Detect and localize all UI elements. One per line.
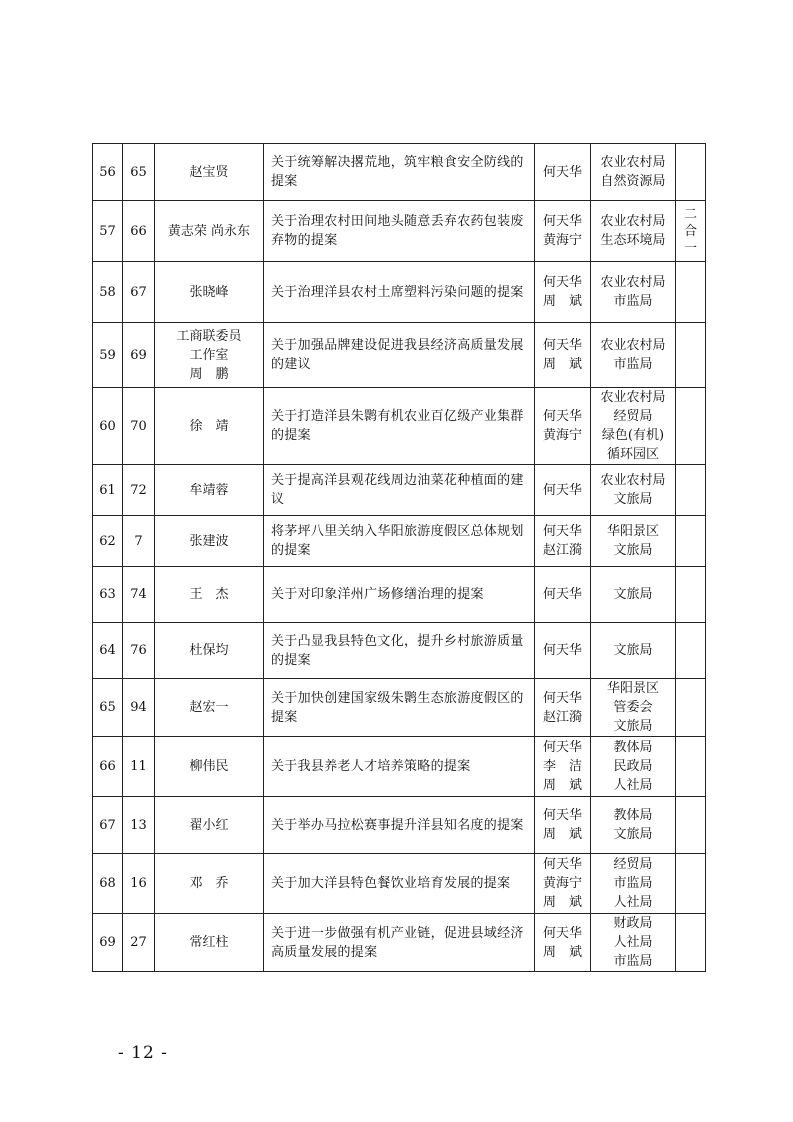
cell-remark [676, 914, 706, 972]
cell-leader-line: 黄海宁 [542, 428, 582, 443]
cell-units [591, 797, 676, 854]
cell-proposer-line: 工作室 [189, 347, 229, 363]
cell-seq: 65 [93, 679, 123, 737]
cell-remark [676, 679, 706, 737]
cell-units-line: 文旅局 [613, 719, 653, 734]
cell-seq: 57 [93, 201, 123, 262]
cell-units [591, 388, 676, 465]
cell-units-line: 农业农村局 [600, 214, 666, 229]
cell-remark [676, 262, 706, 323]
cell-num: 72 [123, 465, 155, 516]
cell-title: 关于举办马拉松赛事提升洋县知名度的提案 [264, 797, 535, 854]
cell-units-line: 教体局 [613, 808, 653, 823]
cell-proposer-line: 柳伟民 [189, 759, 229, 774]
cell-num: 94 [123, 679, 155, 737]
cell-title: 关于治理洋县农村土席塑料污染问题的提案 [264, 262, 535, 323]
cell-leader-line: 周 斌 [542, 827, 582, 842]
table-row [93, 465, 706, 516]
cell-proposer-line: 张建波 [189, 533, 229, 549]
cell-leader-line: 李 洁 [542, 759, 582, 774]
cell-leader [535, 679, 591, 737]
cell-remark [676, 623, 706, 679]
cell-num: 11 [123, 737, 155, 797]
cell-leader-line: 黄海宁 [542, 876, 582, 891]
cell-leader-line: 何天华 [542, 482, 582, 498]
cell-units [591, 465, 676, 516]
cell-seq: 67 [93, 797, 123, 854]
cell-leader-line: 何天华 [542, 409, 582, 424]
cell-seq: 68 [93, 854, 123, 914]
cell-units-line: 人社局 [613, 778, 653, 793]
cell-units-line: 经贸局 [613, 409, 653, 424]
proposal-table [92, 143, 706, 972]
cell-proposer [155, 516, 264, 567]
cell-proposer [155, 797, 264, 854]
cell-proposer-line: 牟靖蓉 [189, 482, 229, 498]
cell-proposer-line: 张晓峰 [189, 284, 229, 300]
cell-units-line: 财政局 [613, 916, 653, 931]
cell-seq: 56 [93, 144, 123, 201]
cell-proposer [155, 914, 264, 972]
cell-leader-line: 黄海宁 [542, 233, 582, 248]
cell-proposer [155, 679, 264, 737]
cell-units-line: 管委会 [613, 700, 653, 715]
cell-seq: 58 [93, 262, 123, 323]
cell-title: 关于加快创建国家级朱鹮生态旅游度假区的提案 [264, 679, 535, 737]
cell-leader-line: 周 斌 [542, 778, 582, 793]
cell-units-line: 文旅局 [613, 827, 653, 842]
cell-units-line: 农业农村局 [600, 473, 666, 488]
cell-units-line: 农业农村局 [600, 338, 666, 353]
cell-num: 7 [123, 516, 155, 567]
cell-remark [676, 854, 706, 914]
cell-leader-line: 何天华 [542, 214, 582, 229]
cell-title: 关于进一步做强有机产业链，促进县域经济高质量发展的提案 [264, 914, 535, 972]
cell-leader [535, 144, 591, 201]
cell-units-line: 市监局 [613, 876, 653, 891]
cell-proposer-line: 周 鹏 [189, 366, 229, 382]
table-row [93, 144, 706, 201]
table-row [93, 623, 706, 679]
cell-remark [676, 323, 706, 388]
cell-seq: 60 [93, 388, 123, 465]
table-row [93, 262, 706, 323]
cell-num: 66 [123, 201, 155, 262]
cell-proposer [155, 144, 264, 201]
cell-remark [676, 465, 706, 516]
table-row [93, 201, 706, 262]
cell-units-line: 民政局 [613, 759, 653, 774]
cell-proposer-line: 邓 乔 [189, 876, 229, 891]
cell-leader [535, 323, 591, 388]
cell-seq: 69 [93, 914, 123, 972]
cell-proposer-line: 常红柱 [189, 935, 229, 950]
cell-remark [676, 388, 706, 465]
cell-units-line: 人社局 [613, 935, 653, 950]
cell-proposer-line: 赵宏一 [189, 700, 229, 715]
cell-title: 将茅坪八里关纳入华阳旅游度假区总体规划的提案 [264, 516, 535, 567]
cell-proposer-line: 黄志荣 尚永东 [167, 223, 251, 239]
cell-leader [535, 201, 591, 262]
cell-units-line: 华阳景区 [606, 524, 659, 539]
cell-title: 关于加强品牌建设促进我县经济高质量发展的建议 [264, 323, 535, 388]
cell-num: 13 [123, 797, 155, 854]
page-number: - 12 - [118, 1043, 168, 1063]
cell-leader [535, 797, 591, 854]
cell-proposer-line: 王 杰 [189, 587, 229, 602]
cell-units [591, 737, 676, 797]
cell-proposer [155, 854, 264, 914]
cell-units-line: 文旅局 [613, 587, 653, 602]
cell-leader-line: 周 斌 [542, 944, 582, 960]
cell-leader-line: 何天华 [542, 690, 582, 706]
cell-proposer-line: 翟小红 [189, 817, 229, 833]
cell-leader-line: 何天华 [542, 740, 582, 755]
cell-units-line: 市监局 [613, 954, 653, 969]
cell-remark [676, 201, 706, 262]
cell-units-line: 农业农村局 [600, 155, 666, 170]
cell-proposer-line: 赵宝贤 [189, 164, 229, 180]
cell-leader-line: 周 斌 [542, 357, 582, 372]
cell-leader-line: 何天华 [542, 524, 582, 539]
cell-num: 65 [123, 144, 155, 201]
table-row [93, 854, 706, 914]
cell-leader [535, 567, 591, 623]
cell-proposer [155, 465, 264, 516]
cell-seq: 63 [93, 567, 123, 623]
table-row [93, 567, 706, 623]
cell-leader-line: 何天华 [542, 643, 582, 658]
cell-leader-line: 赵江漪 [542, 543, 582, 558]
cell-leader-line: 赵江漪 [542, 709, 582, 725]
cell-units-line: 循环园区 [606, 447, 659, 462]
cell-leader [535, 623, 591, 679]
cell-remark [676, 737, 706, 797]
cell-leader-line: 周 斌 [542, 294, 582, 309]
cell-num: 74 [123, 567, 155, 623]
cell-proposer [155, 567, 264, 623]
cell-units-line: 生态环境局 [600, 233, 666, 248]
cell-num: 27 [123, 914, 155, 972]
cell-remark [676, 797, 706, 854]
table-row [93, 737, 706, 797]
cell-proposer [155, 623, 264, 679]
cell-units-line: 人社局 [613, 895, 653, 910]
cell-num: 16 [123, 854, 155, 914]
cell-proposer [155, 262, 264, 323]
remark-text: 二合一 [683, 206, 697, 256]
cell-title: 关于加大洋县特色餐饮业培育发展的提案 [264, 854, 535, 914]
cell-remark [676, 516, 706, 567]
cell-proposer [155, 323, 264, 388]
cell-leader [535, 914, 591, 972]
cell-units-line: 文旅局 [613, 543, 653, 558]
cell-units-line: 文旅局 [613, 643, 653, 658]
cell-title: 关于提高洋县观花线周边油菜花种植面的建议 [264, 465, 535, 516]
cell-leader-line: 周 斌 [542, 895, 582, 910]
cell-units [591, 679, 676, 737]
cell-title: 关于治理农村田间地头随意丢弃农药包装废弃物的提案 [264, 201, 535, 262]
table-row [93, 914, 706, 972]
cell-proposer-line: 徐 靖 [189, 418, 229, 434]
cell-leader-line: 何天华 [542, 857, 582, 872]
cell-units [591, 516, 676, 567]
cell-leader [535, 516, 591, 567]
cell-proposer-line: 工商联委员 [176, 328, 242, 344]
cell-units-line: 自然资源局 [600, 174, 666, 189]
cell-units [591, 567, 676, 623]
cell-units [591, 914, 676, 972]
cell-leader [535, 854, 591, 914]
cell-leader-line: 何天华 [542, 275, 582, 290]
cell-proposer-line: 杜保均 [189, 643, 229, 658]
cell-leader-line: 何天华 [542, 808, 582, 823]
cell-units [591, 854, 676, 914]
cell-leader-line: 何天华 [542, 925, 582, 941]
cell-title: 关于对印象洋州广场修缮治理的提案 [264, 567, 535, 623]
cell-seq: 62 [93, 516, 123, 567]
cell-remark [676, 144, 706, 201]
cell-title: 关于统筹解决撂荒地，筑牢粮食安全防线的提案 [264, 144, 535, 201]
cell-units-line: 文旅局 [613, 492, 653, 507]
cell-leader [535, 737, 591, 797]
cell-units [591, 144, 676, 201]
table-row [93, 323, 706, 388]
table-row [93, 679, 706, 737]
cell-leader-line: 何天华 [542, 587, 582, 602]
cell-leader [535, 388, 591, 465]
table-row [93, 516, 706, 567]
table-row [93, 797, 706, 854]
cell-units-line: 教体局 [613, 740, 653, 755]
cell-seq: 64 [93, 623, 123, 679]
cell-num: 67 [123, 262, 155, 323]
cell-remark [676, 567, 706, 623]
table-row [93, 388, 706, 465]
cell-proposer [155, 388, 264, 465]
cell-seq: 66 [93, 737, 123, 797]
cell-units [591, 323, 676, 388]
cell-units-line: 华阳景区 [606, 681, 659, 696]
cell-num: 76 [123, 623, 155, 679]
cell-seq: 59 [93, 323, 123, 388]
cell-proposer [155, 737, 264, 797]
cell-leader [535, 262, 591, 323]
cell-num: 70 [123, 388, 155, 465]
cell-units [591, 623, 676, 679]
cell-leader-line: 何天华 [542, 338, 582, 353]
cell-units-line: 绿色(有机) [601, 428, 665, 443]
cell-units-line: 经贸局 [613, 857, 653, 872]
cell-units [591, 201, 676, 262]
cell-title: 关于打造洋县朱鹮有机农业百亿级产业集群的提案 [264, 388, 535, 465]
cell-leader [535, 465, 591, 516]
cell-leader-line: 何天华 [542, 164, 582, 180]
cell-title: 关于我县养老人才培养策略的提案 [264, 737, 535, 797]
cell-num: 69 [123, 323, 155, 388]
cell-units [591, 262, 676, 323]
cell-seq: 61 [93, 465, 123, 516]
cell-title: 关于凸显我县特色文化，提升乡村旅游质量的提案 [264, 623, 535, 679]
cell-units-line: 市监局 [613, 294, 653, 309]
cell-units-line: 市监局 [613, 357, 653, 372]
cell-units-line: 农业农村局 [600, 390, 666, 405]
cell-units-line: 农业农村局 [600, 275, 666, 290]
cell-proposer [155, 201, 264, 262]
